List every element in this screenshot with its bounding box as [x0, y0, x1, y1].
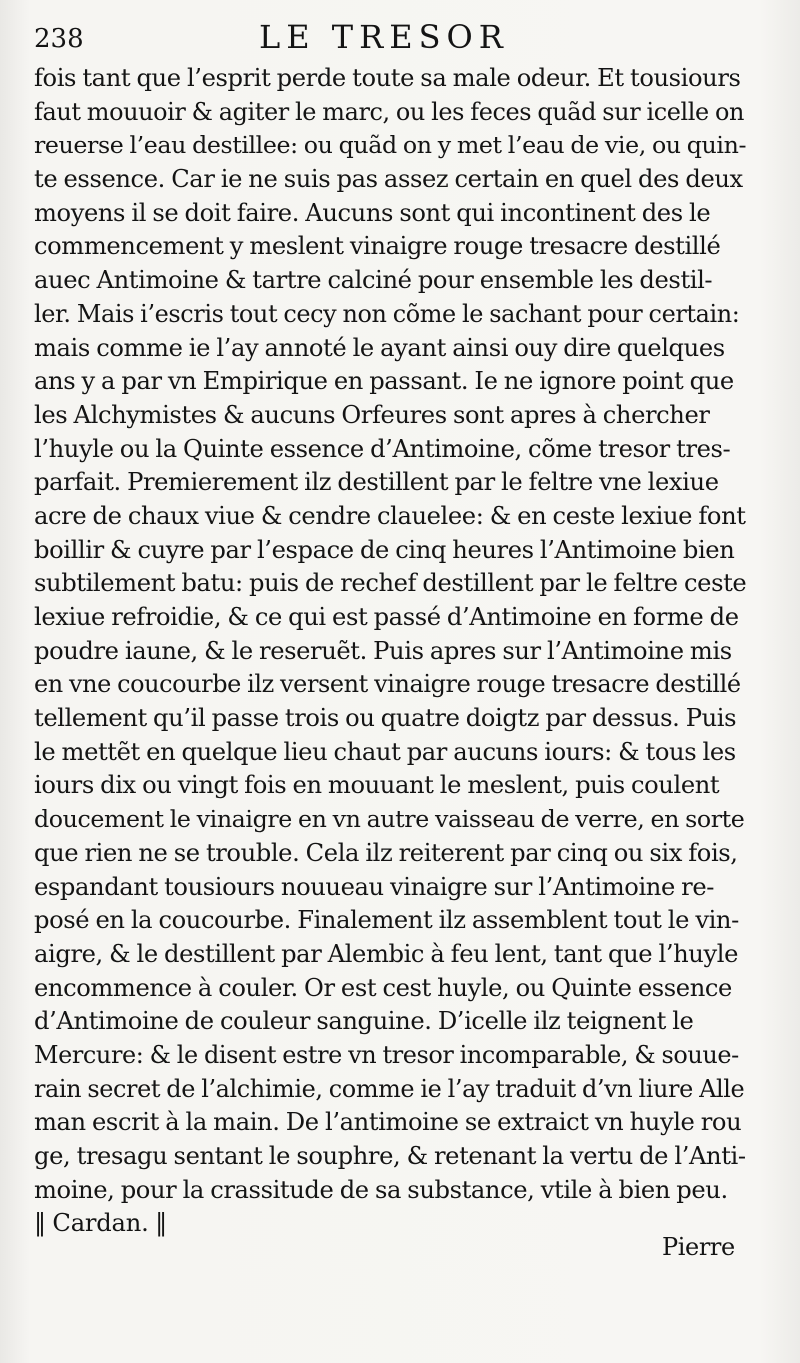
text-line: parfait. Premierement ilz destillent par le feltre vne lexiue [34, 468, 719, 497]
text-line: d’Antimoine de couleur sanguine. D’icelle ilz teignent le [34, 1007, 694, 1036]
text-line: Mercure: & le disent estre vn tresor incomparable, & souue- [34, 1040, 739, 1069]
text-line: les Alchymistes & aucuns Orfeures sont apres à chercher [34, 400, 710, 429]
text-line: posé en la coucourbe. Finalement ilz assemblent tout le vin- [34, 906, 739, 935]
text-line: ler. Mais i’escris tout cecy non cõme le sachant pour certain: [34, 299, 740, 328]
text-line: ans y a par vn Empirique en passant. Ie ne ignore point que [34, 367, 734, 396]
text-line: l’huyle ou la Quinte essence d’Antimoine, cõme tresor tres- [34, 434, 731, 463]
text-line: moyens il se doit faire. Aucuns sont qui incontinent des le [34, 198, 711, 227]
text-line: le mettẽt en quelque lieu chaut par aucuns iours: & tous les [34, 737, 736, 766]
text-line: subtilement batu: puis de rechef destillent par le feltre ceste [34, 569, 747, 598]
text-line: encommence à couler. Or est cest huyle, ou Quinte essence [34, 973, 732, 1002]
text-line: faut mouuoir & agiter le marc, ou les feces quãd sur icelle on [34, 97, 744, 126]
text-line: fois tant que l’esprit perde toute sa male odeur. Et tousiours [34, 64, 741, 92]
text-line: ge, tresagu sentant le souphre, & retenant la vertu de l’Anti- [34, 1142, 746, 1170]
text-line: moine, pour la crassitude de sa substance, vtile à bien peu. [34, 1175, 728, 1204]
text-line: te essence. Car ie ne suis pas assez certain en quel des deux [34, 165, 743, 194]
text-line: mais comme ie l’ay annoté le ayant ainsi ouy dire quelques [34, 333, 725, 362]
text-line: espandant tousiours nouueau vinaigre sur l’Antimoine re- [34, 872, 715, 901]
text-line: en vne coucourbe ilz versent vinaigre rouge tresacre destillé [34, 670, 741, 699]
text-line: reuerse l’eau destillee: ou quãd on y met l’eau de vie, ou quin- [34, 131, 747, 160]
text-line: commencement y meslent vinaigre rouge tresacre destillé [34, 232, 721, 261]
text-line: boillir & cuyre par l’espace de cinq heures l’Antimoine bien [34, 535, 735, 564]
body-text [34, 62, 746, 1241]
text-line: acre de chaux viue & cendre clauelee: & en ceste lexiue font [34, 501, 746, 530]
page-header [34, 14, 734, 58]
text-line: que rien ne se trouble. Cela ilz reiterent par cinq ou six fois, [34, 838, 738, 867]
running-title: LE TRESOR [259, 18, 509, 56]
source-citation: ‖ Cardan. ‖ [34, 1209, 168, 1238]
text-line: rain secret de l’alchimie, comme ie l’ay traduit d’vn liure Alle [34, 1074, 745, 1103]
text-line: lexiue refroidie, & ce qui est passé d’Antimoine en forme de [34, 603, 739, 631]
text-line: doucement le vinaigre en vn autre vaisseau de verre, en sorte [34, 805, 745, 834]
text-line: aigre, & le destillent par Alembic à feu lent, tant que l’huyle [34, 939, 738, 968]
text-line: tellement qu’il passe trois ou quatre doigtz par dessus. Puis [34, 704, 737, 733]
text-line: man escrit à la main. De l’antimoine se extraict vn huyle rou [34, 1108, 742, 1137]
text-line: iours dix ou vingt fois en mouuant le meslent, puis coulent [34, 771, 720, 800]
catchword: Pierre [662, 1233, 735, 1261]
page-number: 238 [34, 24, 84, 54]
text-line: poudre iaune, & le reseruẽt. Puis apres sur l’Antimoine mis [34, 636, 732, 665]
text-line: auec Antimoine & tartre calciné pour ensemble les destil- [34, 266, 713, 295]
